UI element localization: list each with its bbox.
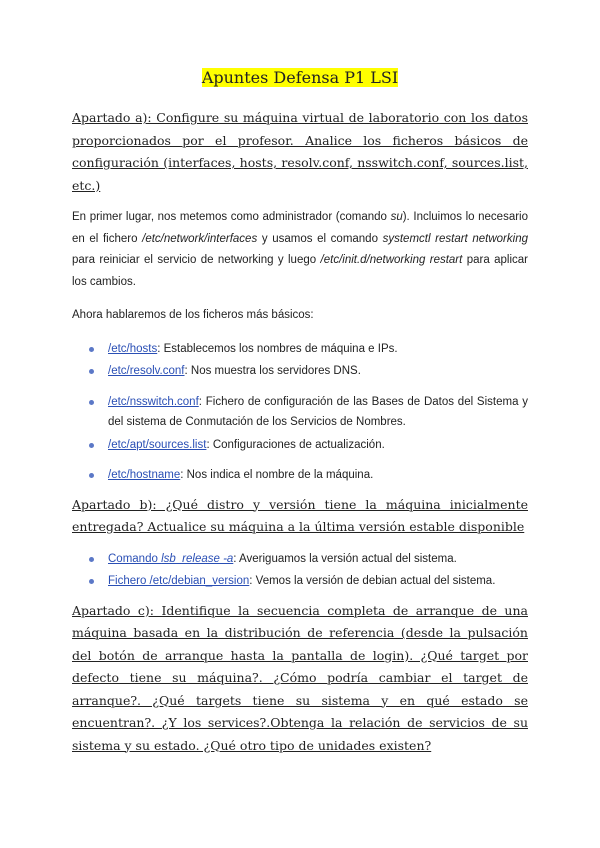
list-item: /etc/nsswitch.conf: Fichero de configuración de las Bases de Datos del Sistema y del sistema de Conmutación de los Servicios de Nombres.: [72, 392, 528, 433]
link-etc-hosts[interactable]: /etc/hosts: [108, 342, 158, 355]
bullet-icon: [89, 579, 94, 584]
bullet-icon: [89, 443, 94, 448]
link-hostname[interactable]: /etc/hostname: [108, 469, 181, 481]
link-lsb-release[interactable]: Comando lsb_release -a: [108, 552, 234, 565]
list-item: /etc/apt/sources.list: Configuraciones de actualización.: [72, 435, 528, 456]
list-item: Comando lsb_release -a: Averiguamos la versión actual del sistema.: [72, 549, 528, 570]
link-sources-list[interactable]: /etc/apt/sources.list: [108, 438, 207, 451]
section-a-heading: Apartado a): Configure su máquina virtual de laboratorio con los datos proporcionados por el profesor. Analice los ficheros básicos de configuración (interfaces, hosts, resolv.conf, nsswitch.conf, sources.list, etc.): [72, 110, 528, 193]
section-a-intro: En primer lugar, nos metemos como administrador (comando su). Incluimos lo necesario en el fichero /etc/network/interfaces y usamos el comando systemctl restart networking para reiniciar el servicio de networking y luego /etc/init.d/networking restart para aplicar los cambios.: [72, 211, 529, 288]
list-item: /etc/hostname: Nos indica el nombre de la máquina.: [72, 465, 528, 486]
distro-list: [72, 549, 528, 592]
bullet-icon: [89, 400, 94, 405]
section-c-heading: Apartado c): Identifique la secuencia completa de arranque de una máquina basada en la distribución de referencia (desde la pulsación del botón de arranque hasta la pantalla de login). ¿Qué target por defecto tiene su máquina?. ¿Cómo podría cambiar el target de arranque?. ¿Qué targets tiene su sistema y en qué estado se encuentran?. ¿Y los services?.Obtenga la relación de servicios de su sistema y su estado. ¿Qué otro tipo de unidades existen?: [72, 602, 528, 753]
command-systemctl: systemctl restart networking: [382, 232, 528, 245]
file-interfaces: /etc/network/interfaces: [142, 232, 258, 245]
command-initd: /etc/init.d/networking restart: [320, 254, 463, 266]
link-nsswitch-conf[interactable]: /etc/nsswitch.conf: [108, 395, 199, 408]
command-su: su: [390, 211, 403, 223]
document-title: [72, 68, 528, 87]
title-highlight: Apuntes Defensa P1 LSI: [201, 68, 399, 87]
link-debian-version[interactable]: Fichero /etc/debian_version: [108, 575, 250, 587]
files-list: [72, 339, 528, 486]
link-resolv-conf[interactable]: /etc/resolv.conf: [108, 365, 185, 377]
bullet-icon: [89, 369, 94, 374]
section-b-heading: Apartado b): ¿Qué distro y versión tiene la máquina inicialmente entregada? Actualice su máquina a la última versión estable disponible: [72, 496, 528, 534]
list-item: /etc/resolv.conf: Nos muestra los servidores DNS.: [72, 361, 528, 382]
bullet-icon: [89, 347, 94, 352]
list-item: Fichero /etc/debian_version: Vemos la versión de debian actual del sistema.: [72, 571, 528, 592]
bullet-icon: [89, 473, 94, 478]
list-item: /etc/hosts: Establecemos los nombres de máquina e IPs.: [72, 339, 528, 360]
bullet-icon: [89, 557, 94, 562]
files-intro: Ahora hablaremos de los ficheros más básicos:: [72, 309, 314, 321]
